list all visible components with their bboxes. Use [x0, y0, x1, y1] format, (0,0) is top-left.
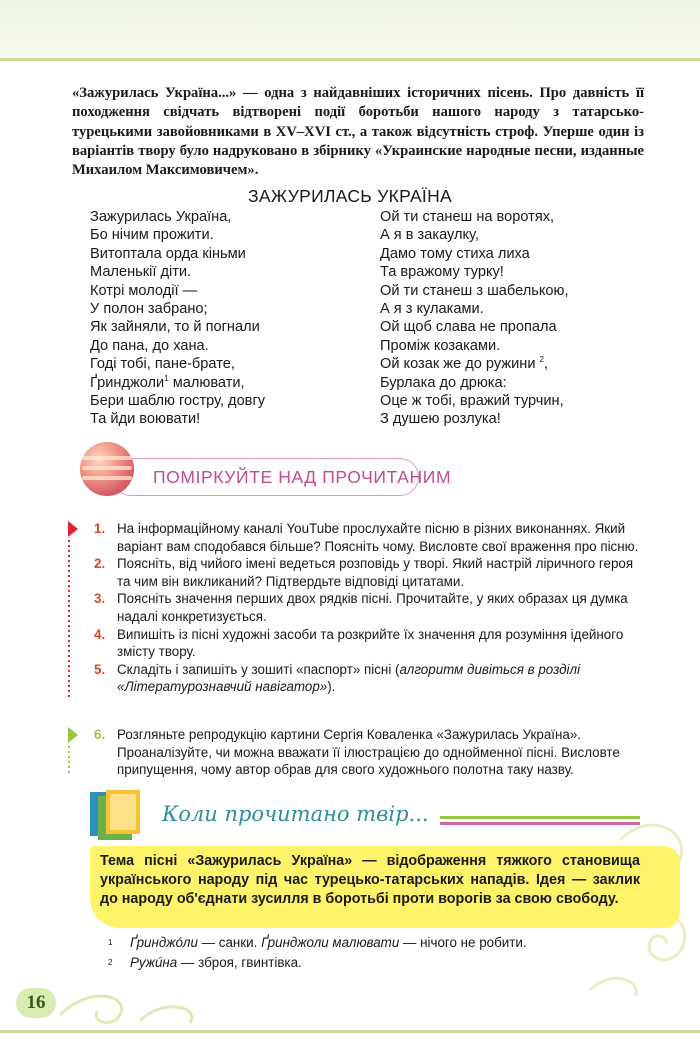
think-banner: [112, 458, 452, 496]
intro-paragraph: «Зажурилась Україна...» — одна з найдавніших історичних пісень. Про давність її походження свідчать відтворені події боротьби нашого народу з татарсько-турецькими завойовниками в XV–XVI ст., а також відсутність строф. Уперше один із варіантів твору було надруковано в збірнику «Украинские народные песни, изданные Михаилом Максимовичем».: [72, 85, 644, 179]
think-section-header: [72, 440, 452, 514]
header-divider: [0, 58, 700, 61]
task-marker-red-icon: [68, 521, 78, 537]
task-list: [94, 520, 644, 696]
footnote-ref-1[interactable]: 1: [164, 373, 169, 383]
task-marker-line: [68, 746, 70, 776]
poem-line: Зажурилась Україна,: [90, 209, 232, 225]
poem-line: Маленькії діти.: [90, 264, 192, 281]
poem-line: А я з кулаками.: [380, 301, 484, 318]
task-marker-green-icon: [68, 727, 78, 743]
footnote-ref-2[interactable]: 2: [539, 355, 544, 365]
read-section-title: Коли прочитано твір...: [162, 802, 429, 826]
poem-line: Ой козак же до ружини $^2$,: [380, 355, 549, 373]
footnote-2: 2 Ружúна — зброя, гвинтівка.: [108, 955, 302, 970]
poem-column-left: [90, 208, 265, 429]
task-item: 3. Поясніть значення перших двох рядків пісні. Прочитайте, у яких образах ця думка надалі конкретизується.: [94, 591, 628, 624]
task-item-creative: 6. Розгляньте репродукцію картини Сергія Коваленка «Зажурилась Україна». Проаналізуйте, чи можна вважати її ілюстрацією до однойменної пісні. Висловте припущення, чому автор обрав для свого художнього полотна таку назву.: [94, 727, 620, 778]
think-section-title: ПОМІРКУЙТЕ НАД ПРОЧИТАНИМ: [153, 467, 452, 487]
poem-line: Як зайняли, то й погнали: [90, 319, 260, 336]
task-item: 1. На інформаційному каналі YouTube прослухайте пісню в різних виконаннях. Який варіант вам сподобався більше? Поясніть чому. Висловте свої враження про пісню.: [94, 521, 639, 554]
poem-column-right: [380, 208, 569, 429]
footer-divider: [0, 1030, 700, 1033]
decorative-ball-icon: [80, 442, 134, 496]
poem-line: З душею розлука!: [380, 411, 501, 428]
poem-line: Бо нічим прожити.: [90, 227, 214, 244]
task-item: 4. Випишіть із пісні художні засоби та розкрийте їх значення для розуміння ідейного змісту твору.: [94, 626, 624, 660]
poem-line: Ой щоб слава не пропала: [380, 319, 557, 336]
books-icon: [88, 786, 146, 842]
poem-line: Котрі молодії —: [90, 282, 198, 299]
task-item: 2. Поясніть, від чийого імені ведеться розповідь у творі. Який настрій ліричного героя та чим він викликаний? Підтвердьте відповіді цитатами.: [94, 556, 634, 589]
poem-line: Годі тобі, пане-брате,: [90, 356, 235, 373]
poem-line: Бурлака до дрюка:: [380, 374, 507, 391]
poem-line: Та йди воювати!: [90, 411, 201, 428]
poem-line: А я в закаулку,: [380, 227, 479, 244]
summary-text: Тема пісні «Зажурилась Україна» — відображення тяжкого становища українського народу під час турецько-татарських нападів. Ідея — заклик до народу об'єднати зусилля в боротьбі проти ворогів за свою свободу.: [100, 853, 640, 907]
poem-line: Бери шаблю гостру, довгу: [90, 393, 266, 410]
poem-line: Оце ж тобі, вражий турчин,: [380, 393, 564, 410]
poem-line: У полон забрано;: [90, 301, 208, 318]
poem-line: Проміж козаками.: [380, 337, 501, 354]
task-item: 5. Складіть і запишіть у зошиті «паспорт» пісні (алгоритм дивіться в розділі «Літературознавчий навігатор»).: [94, 661, 581, 695]
footnote-1: 1 Ґринджóли — санки. Ґринджоли малювати — нічого не робити.: [108, 935, 527, 950]
poem-line: До пана, до хана.: [90, 337, 209, 354]
poem-line: Ой ти станеш на воротях,: [380, 209, 555, 225]
poem-line: Дамо тому стиха лиха: [380, 245, 530, 262]
poem-line: Та вражому турку!: [380, 264, 504, 281]
poem-line: Ой ти станеш з шабелькою,: [380, 282, 569, 299]
task-marker-line: [68, 540, 70, 700]
poem-line: Ґринджоли$^1$ малювати,: [90, 373, 245, 391]
poem-title: ЗАЖУРИЛАСЬ УКРАЇНА: [248, 186, 452, 206]
decorative-swirls: [50, 985, 210, 1030]
poem-line: Витоптала орда кіньми: [90, 245, 246, 262]
page-number: 16: [16, 988, 56, 1018]
header-band: [0, 0, 700, 58]
